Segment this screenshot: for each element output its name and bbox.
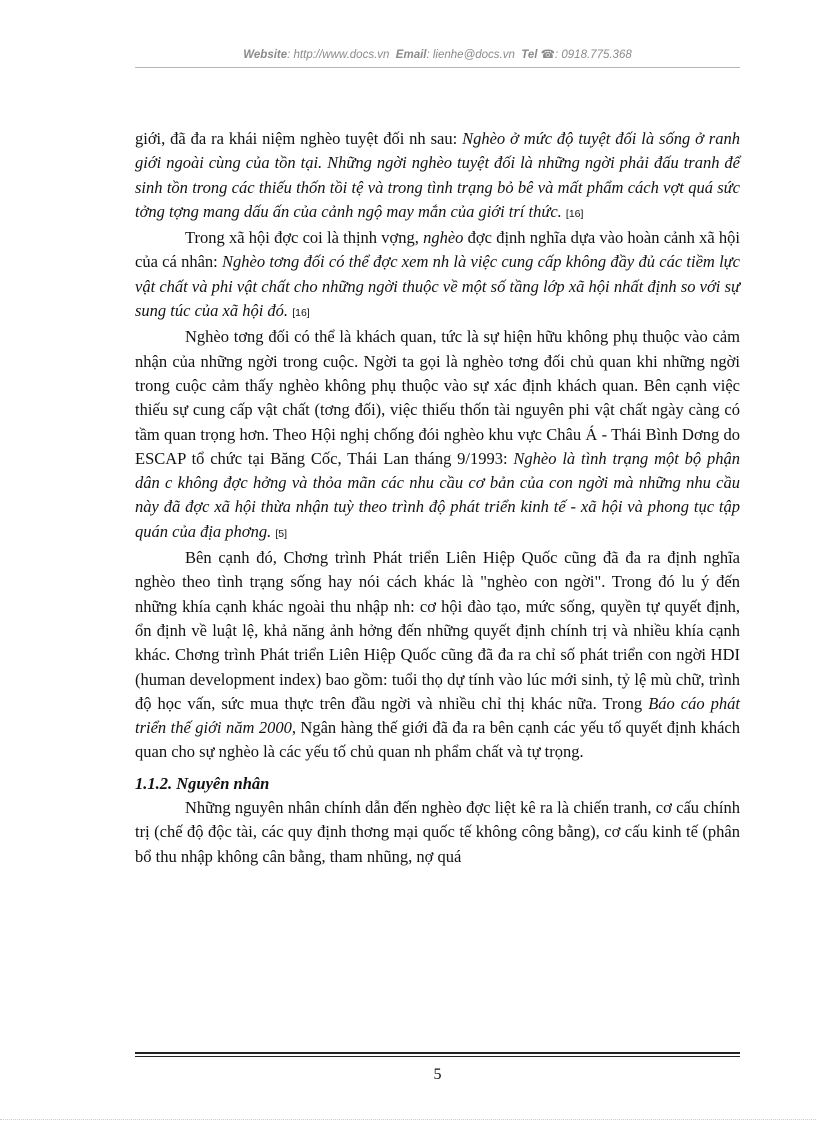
- p3-quote: Nghèo là tình trạng một bộ phận dân c không đợc hởng và thỏa mãn các nhu cầu cơ bản của con ngời mà những nhu cầu này đã đợc xã hội thừa nhận tuỳ theo trình độ phát triển kinh tế - xã hội và phong tục tập quán của địa phơng.: [135, 448, 740, 541]
- paragraph-1: [135, 127, 740, 226]
- document-body: [135, 127, 740, 869]
- p2-quote: Nghèo tơng đối có thể đợc xem nh là việc cung cấp không đầy đủ các tiềm lực vật chất và phi vật chất cho những ngời thuộc về một số tầng lớp xã hội nhất định so với sự sung túc của xã hội đó.: [135, 252, 740, 321]
- footer-divider-thick: [135, 1052, 740, 1054]
- email-value: : lienhe@docs.vn: [426, 49, 515, 61]
- tel-value: : 0918.775.368: [555, 49, 632, 61]
- section-heading: 1.1.2. Nguyên nhân: [135, 773, 270, 793]
- p5-text: Những nguyên nhân chính dẫn đến nghèo đợc liệt kê ra là chiến tranh, cơ cấu chính trị (chế độ độc tài, các quy định thơng mại quốc tế không công bằng), cơ cấu kinh tế (phân bổ thu nhập không cân bằng, tham nhũng, nợ quá: [135, 798, 740, 866]
- page-header: [135, 47, 740, 61]
- p3-citation: [5]: [275, 527, 288, 540]
- footer-divider-thin: [135, 1056, 740, 1057]
- p1-citation: [16]: [565, 207, 584, 220]
- email-label: Email: [395, 49, 427, 61]
- p2-text-2: đợc định nghĩa dựa vào hoàn cảnh xã hội của cá nhân:: [135, 228, 740, 272]
- p2-text-1: Trong xã hội đợc coi là thịnh vợng,: [185, 228, 424, 248]
- p1-quote: Nghèo ở mức độ tuyệt đối là sống ở ranh giới ngoài cùng của tồn tại. Những ngời nghèo tuyệt đối là những ngời phải đấu tranh để sinh tồn trong các thiếu thốn tồi tệ và trong tình trạng bỏ bê và mất phẩm cách vợt quá sức tởng tợng mang dấu ấn của cảnh ngộ may mắn của giới trí thức.: [135, 129, 740, 221]
- p3-text: Nghèo tơng đối có thể là khách quan, tức là sự hiện hữu không phụ thuộc vào cảm nhận của những ngời trong cuộc. Ngời ta gọi là nghèo tơng đối chủ quan khi những ngời trong cuộc cảm thấy nghèo không phụ thuộc vào sự xác định khách quan. Bên cạnh việc thiếu sự cung cấp vật chất (tơng đối), việc thiếu thốn tài nguyên phi vật chất ngày càng có tầm quan trọng hơn. Theo Hội nghị chống đói nghèo khu vực Châu Á - Thái Bình Dơng do ESCAP tổ chức tại Băng Cốc, Thái Lan tháng 9/1993:: [135, 327, 740, 468]
- paragraph-3: [135, 325, 740, 546]
- phone-icon: ☎: [540, 49, 555, 61]
- p2-term: nghèo: [423, 228, 464, 248]
- p1-text: giới, đã đa ra khái niệm nghèo tuyệt đối nh sau:: [135, 129, 463, 148]
- website-label: Website: [243, 49, 288, 61]
- header-divider: [135, 67, 740, 68]
- p2-citation: [16]: [292, 307, 310, 320]
- p4-report-title: Báo cáo phát triển thế giới năm 2000: [135, 693, 740, 738]
- website-value: : http://www.docs.vn: [287, 49, 390, 61]
- tel-label: Tel: [521, 49, 538, 61]
- paragraph-4: [135, 546, 740, 765]
- paragraph-5: [135, 796, 740, 869]
- page-number: 5: [433, 1066, 442, 1083]
- p4-text-2: , Ngân hàng thế giới đã đa ra bên cạnh các yếu tố quyết định khách quan cho sự nghèo là các yếu tố chủ quan nh phẩm chất và tự trọng.: [135, 718, 740, 762]
- paragraph-2: [135, 226, 740, 325]
- p4-text-1: Bên cạnh đó, Chơng trình Phát triển Liên Hiệp Quốc cũng đã đa ra định nghĩa nghèo theo tình trạng sống hay nói cách khác là "nghèo con ngời". Trong đó lu ý đến những khía cạnh khác ngoài thu nhập nh: cơ hội đào tạo, mức sống, quyền tự quyết định, ổn định về luật lệ, khả năng ảnh hởng đến những quyết định chính trị và nhiều khía cạnh khác. Chơng trình Phát triển Liên Hiệp Quốc cũng đã đa ra chỉ số phát triển con ngời HDI (human development index) bao gồm: tuổi thọ dự tính vào lúc mới sinh, tỷ lệ mù chữ, trình độ học vấn, sức mua thực trên đầu ngời và nhiều chỉ thị khác nữa. Trong: [135, 548, 740, 713]
- page-edge-dotted-line: [0, 1119, 816, 1120]
